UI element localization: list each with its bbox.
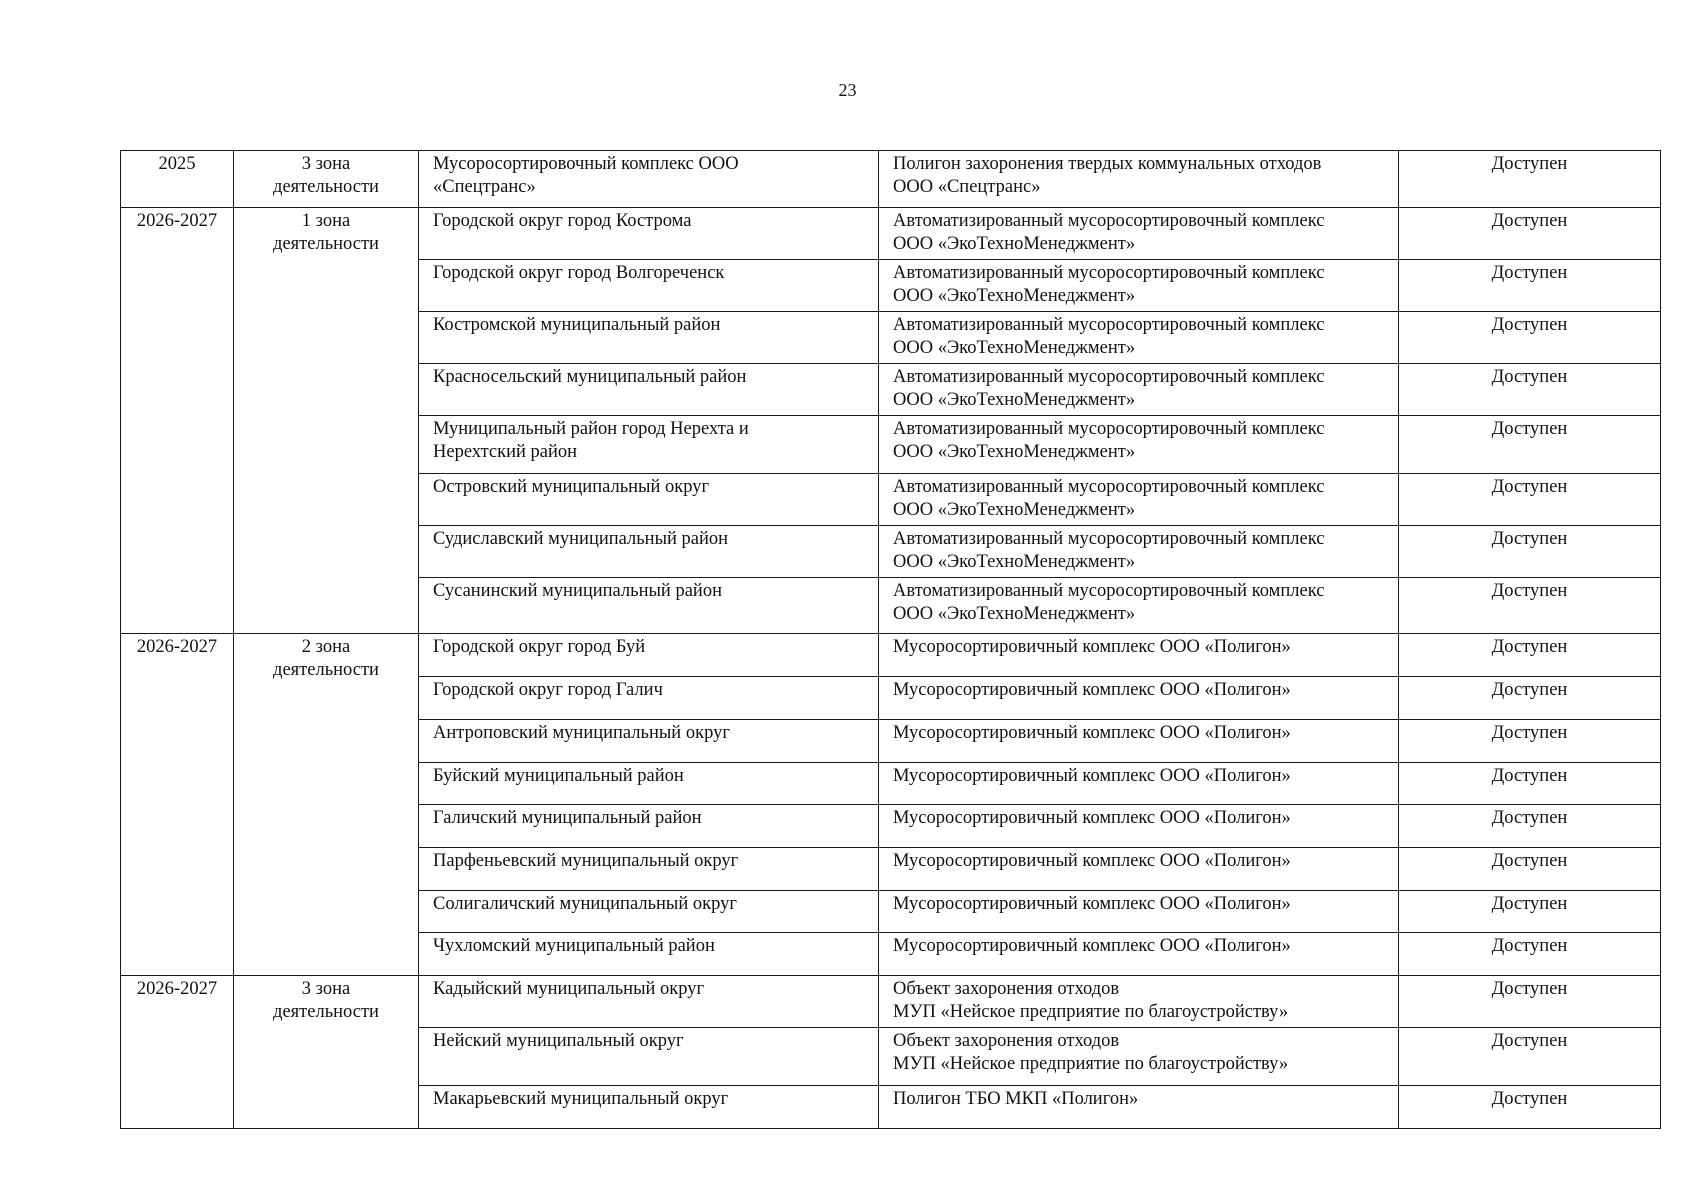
facility-line: Мусоросортировичный комплекс ООО «Полигон» xyxy=(893,637,1291,657)
municipality-cell xyxy=(419,976,879,1028)
municipality-cell xyxy=(419,805,879,848)
municipality-cell xyxy=(419,578,879,634)
municipality-cell xyxy=(419,1086,879,1129)
facility-line: Автоматизированный мусоросортировочный комплекс xyxy=(893,263,1325,283)
facility-cell xyxy=(879,1086,1399,1129)
municipality-line: Городской округ город Волгореченск xyxy=(433,263,725,283)
facility-line: Мусоросортировичный комплекс ООО «Полигон» xyxy=(893,723,1291,743)
page-number: 23 xyxy=(838,80,857,100)
table-row xyxy=(121,208,1661,260)
municipality-line: Костромской муниципальный район xyxy=(433,315,721,335)
table-row xyxy=(121,151,1661,208)
schedule-body xyxy=(121,151,1661,1129)
facility-line: ООО «ЭкоТехноМенеджмент» xyxy=(893,390,1136,410)
zone-line: деятельности xyxy=(273,234,379,254)
year-cell: 2026-2027 xyxy=(121,208,234,634)
municipality-line: Нейский муниципальный округ xyxy=(433,1031,684,1051)
municipality-line: Муниципальный район город Нерехта и xyxy=(433,419,749,439)
facility-cell xyxy=(879,151,1399,208)
zone-line: 3 зона xyxy=(301,979,351,999)
municipality-line: Судиславский муниципальный район xyxy=(433,529,729,549)
table-row xyxy=(121,634,1661,677)
municipality-line: Чухломский муниципальный район xyxy=(433,936,715,956)
zone-line: деятельности xyxy=(273,1002,379,1022)
facility-cell xyxy=(879,891,1399,933)
status-cell: Доступен xyxy=(1399,976,1661,1028)
municipality-line: Городской округ город Кострома xyxy=(433,211,692,231)
facility-cell xyxy=(879,976,1399,1028)
facility-line: Автоматизированный мусоросортировочный комплекс xyxy=(893,367,1325,387)
facility-line: Объект захоронения отходов xyxy=(893,1031,1120,1051)
facility-line: Автоматизированный мусоросортировочный комплекс xyxy=(893,315,1325,335)
municipality-cell xyxy=(419,677,879,720)
municipality-cell xyxy=(419,763,879,805)
municipality-line: Сусанинский муниципальный район xyxy=(433,581,722,601)
zone-cell xyxy=(234,208,419,634)
municipality-line: Кадыйский муниципальный округ xyxy=(433,979,705,999)
facility-line: Мусоросортировичный комплекс ООО «Полигон» xyxy=(893,680,1291,700)
facility-line: ООО «ЭкоТехноМенеджмент» xyxy=(893,500,1136,520)
facility-line: ООО «ЭкоТехноМенеджмент» xyxy=(893,234,1136,254)
municipality-line: Парфеньевский муниципальный округ xyxy=(433,851,739,871)
status-cell: Доступен xyxy=(1399,805,1661,848)
facility-line: МУП «Нейское предприятие по благоустройству» xyxy=(893,1054,1289,1074)
facility-schedule-table xyxy=(120,150,1661,1129)
status-cell: Доступен xyxy=(1399,312,1661,364)
status-cell: Доступен xyxy=(1399,260,1661,312)
status-cell: Доступен xyxy=(1399,578,1661,634)
municipality-cell xyxy=(419,526,879,578)
facility-line: ООО «ЭкоТехноМенеджмент» xyxy=(893,442,1136,462)
municipality-cell xyxy=(419,933,879,976)
municipality-line: Антроповский муниципальный округ xyxy=(433,723,730,743)
facility-cell xyxy=(879,312,1399,364)
municipality-cell xyxy=(419,891,879,933)
facility-line: Мусоросортировичный комплекс ООО «Полигон» xyxy=(893,808,1291,828)
facility-cell xyxy=(879,720,1399,763)
municipality-line: Солигаличский муниципальный округ xyxy=(433,894,737,914)
zone-line: 1 зона xyxy=(301,211,351,231)
municipality-cell xyxy=(419,848,879,891)
zone-cell xyxy=(234,151,419,208)
status-cell: Доступен xyxy=(1399,1086,1661,1129)
facility-line: ООО «ЭкоТехноМенеджмент» xyxy=(893,286,1136,306)
facility-cell xyxy=(879,634,1399,677)
municipality-cell xyxy=(419,720,879,763)
municipality-line: Городской округ город Галич xyxy=(433,680,663,700)
facility-line: Объект захоронения отходов xyxy=(893,979,1120,999)
facility-line: МУП «Нейское предприятие по благоустройству» xyxy=(893,1002,1289,1022)
facility-line: Автоматизированный мусоросортировочный комплекс xyxy=(893,477,1325,497)
status-cell: Доступен xyxy=(1399,677,1661,720)
municipality-line: Красносельский муниципальный район xyxy=(433,367,747,387)
facility-cell xyxy=(879,364,1399,416)
municipality-cell xyxy=(419,416,879,474)
facility-cell xyxy=(879,208,1399,260)
facility-line: Автоматизированный мусоросортировочный комплекс xyxy=(893,581,1325,601)
zone-line: 2 зона xyxy=(301,637,351,657)
facility-line: ООО «ЭкоТехноМенеджмент» xyxy=(893,338,1136,358)
municipality-line: Макарьевский муниципальный округ xyxy=(433,1089,729,1109)
facility-line: Автоматизированный мусоросортировочный комплекс xyxy=(893,419,1325,439)
facility-line: ООО «ЭкоТехноМенеджмент» xyxy=(893,552,1136,572)
zone-line: деятельности xyxy=(273,660,379,680)
facility-cell xyxy=(879,1028,1399,1086)
status-cell: Доступен xyxy=(1399,526,1661,578)
municipality-cell xyxy=(419,312,879,364)
facility-cell xyxy=(879,474,1399,526)
municipality-line: Городской округ город Буй xyxy=(433,637,646,657)
zone-line: 3 зона xyxy=(301,154,351,174)
facility-line: Мусоросортировичный комплекс ООО «Полигон» xyxy=(893,851,1291,871)
municipality-cell xyxy=(419,151,879,208)
status-cell: Доступен xyxy=(1399,151,1661,208)
facility-cell xyxy=(879,763,1399,805)
facility-line: ООО «ЭкоТехноМенеджмент» xyxy=(893,604,1136,624)
status-cell: Доступен xyxy=(1399,208,1661,260)
facility-cell xyxy=(879,848,1399,891)
status-cell: Доступен xyxy=(1399,891,1661,933)
year-cell: 2026-2027 xyxy=(121,976,234,1129)
year-cell: 2026-2027 xyxy=(121,634,234,976)
facility-line: Автоматизированный мусоросортировочный комплекс xyxy=(893,211,1325,231)
facility-line: Мусоросортировичный комплекс ООО «Полигон» xyxy=(893,894,1291,914)
municipality-line: Островский муниципальный округ xyxy=(433,477,710,497)
facility-line: Полигон захоронения твердых коммунальных отходов xyxy=(893,154,1322,174)
zone-cell xyxy=(234,634,419,976)
status-cell: Доступен xyxy=(1399,416,1661,474)
municipality-line: «Спецтранс» xyxy=(433,177,536,197)
facility-line: Мусоросортировичный комплекс ООО «Полигон» xyxy=(893,766,1291,786)
municipality-line: Буйский муниципальный район xyxy=(433,766,684,786)
status-cell: Доступен xyxy=(1399,763,1661,805)
zone-cell xyxy=(234,976,419,1129)
facility-cell xyxy=(879,933,1399,976)
municipality-cell xyxy=(419,1028,879,1086)
municipality-cell xyxy=(419,260,879,312)
municipality-cell xyxy=(419,634,879,677)
status-cell: Доступен xyxy=(1399,848,1661,891)
status-cell: Доступен xyxy=(1399,474,1661,526)
status-cell: Доступен xyxy=(1399,364,1661,416)
facility-cell xyxy=(879,416,1399,474)
municipality-cell xyxy=(419,364,879,416)
facility-cell xyxy=(879,526,1399,578)
facility-cell xyxy=(879,578,1399,634)
facility-cell xyxy=(879,805,1399,848)
municipality-line: Галичский муниципальный район xyxy=(433,808,702,828)
zone-line: деятельности xyxy=(273,177,379,197)
status-cell: Доступен xyxy=(1399,720,1661,763)
table-row xyxy=(121,976,1661,1028)
status-cell: Доступен xyxy=(1399,1028,1661,1086)
status-cell: Доступен xyxy=(1399,634,1661,677)
municipality-cell xyxy=(419,208,879,260)
facility-line: Полигон ТБО МКП «Полигон» xyxy=(893,1089,1139,1109)
facility-cell xyxy=(879,677,1399,720)
municipality-line: Мусоросортировочный комплекс ООО xyxy=(433,154,739,174)
facility-cell xyxy=(879,260,1399,312)
municipality-cell xyxy=(419,474,879,526)
facility-line: Автоматизированный мусоросортировочный комплекс xyxy=(893,529,1325,549)
status-cell: Доступен xyxy=(1399,933,1661,976)
municipality-line: Нерехтский район xyxy=(433,442,578,462)
facility-line: Мусоросортировичный комплекс ООО «Полигон» xyxy=(893,936,1291,956)
facility-line: ООО «Спецтранс» xyxy=(893,177,1041,197)
year-cell: 2025 xyxy=(121,151,234,208)
